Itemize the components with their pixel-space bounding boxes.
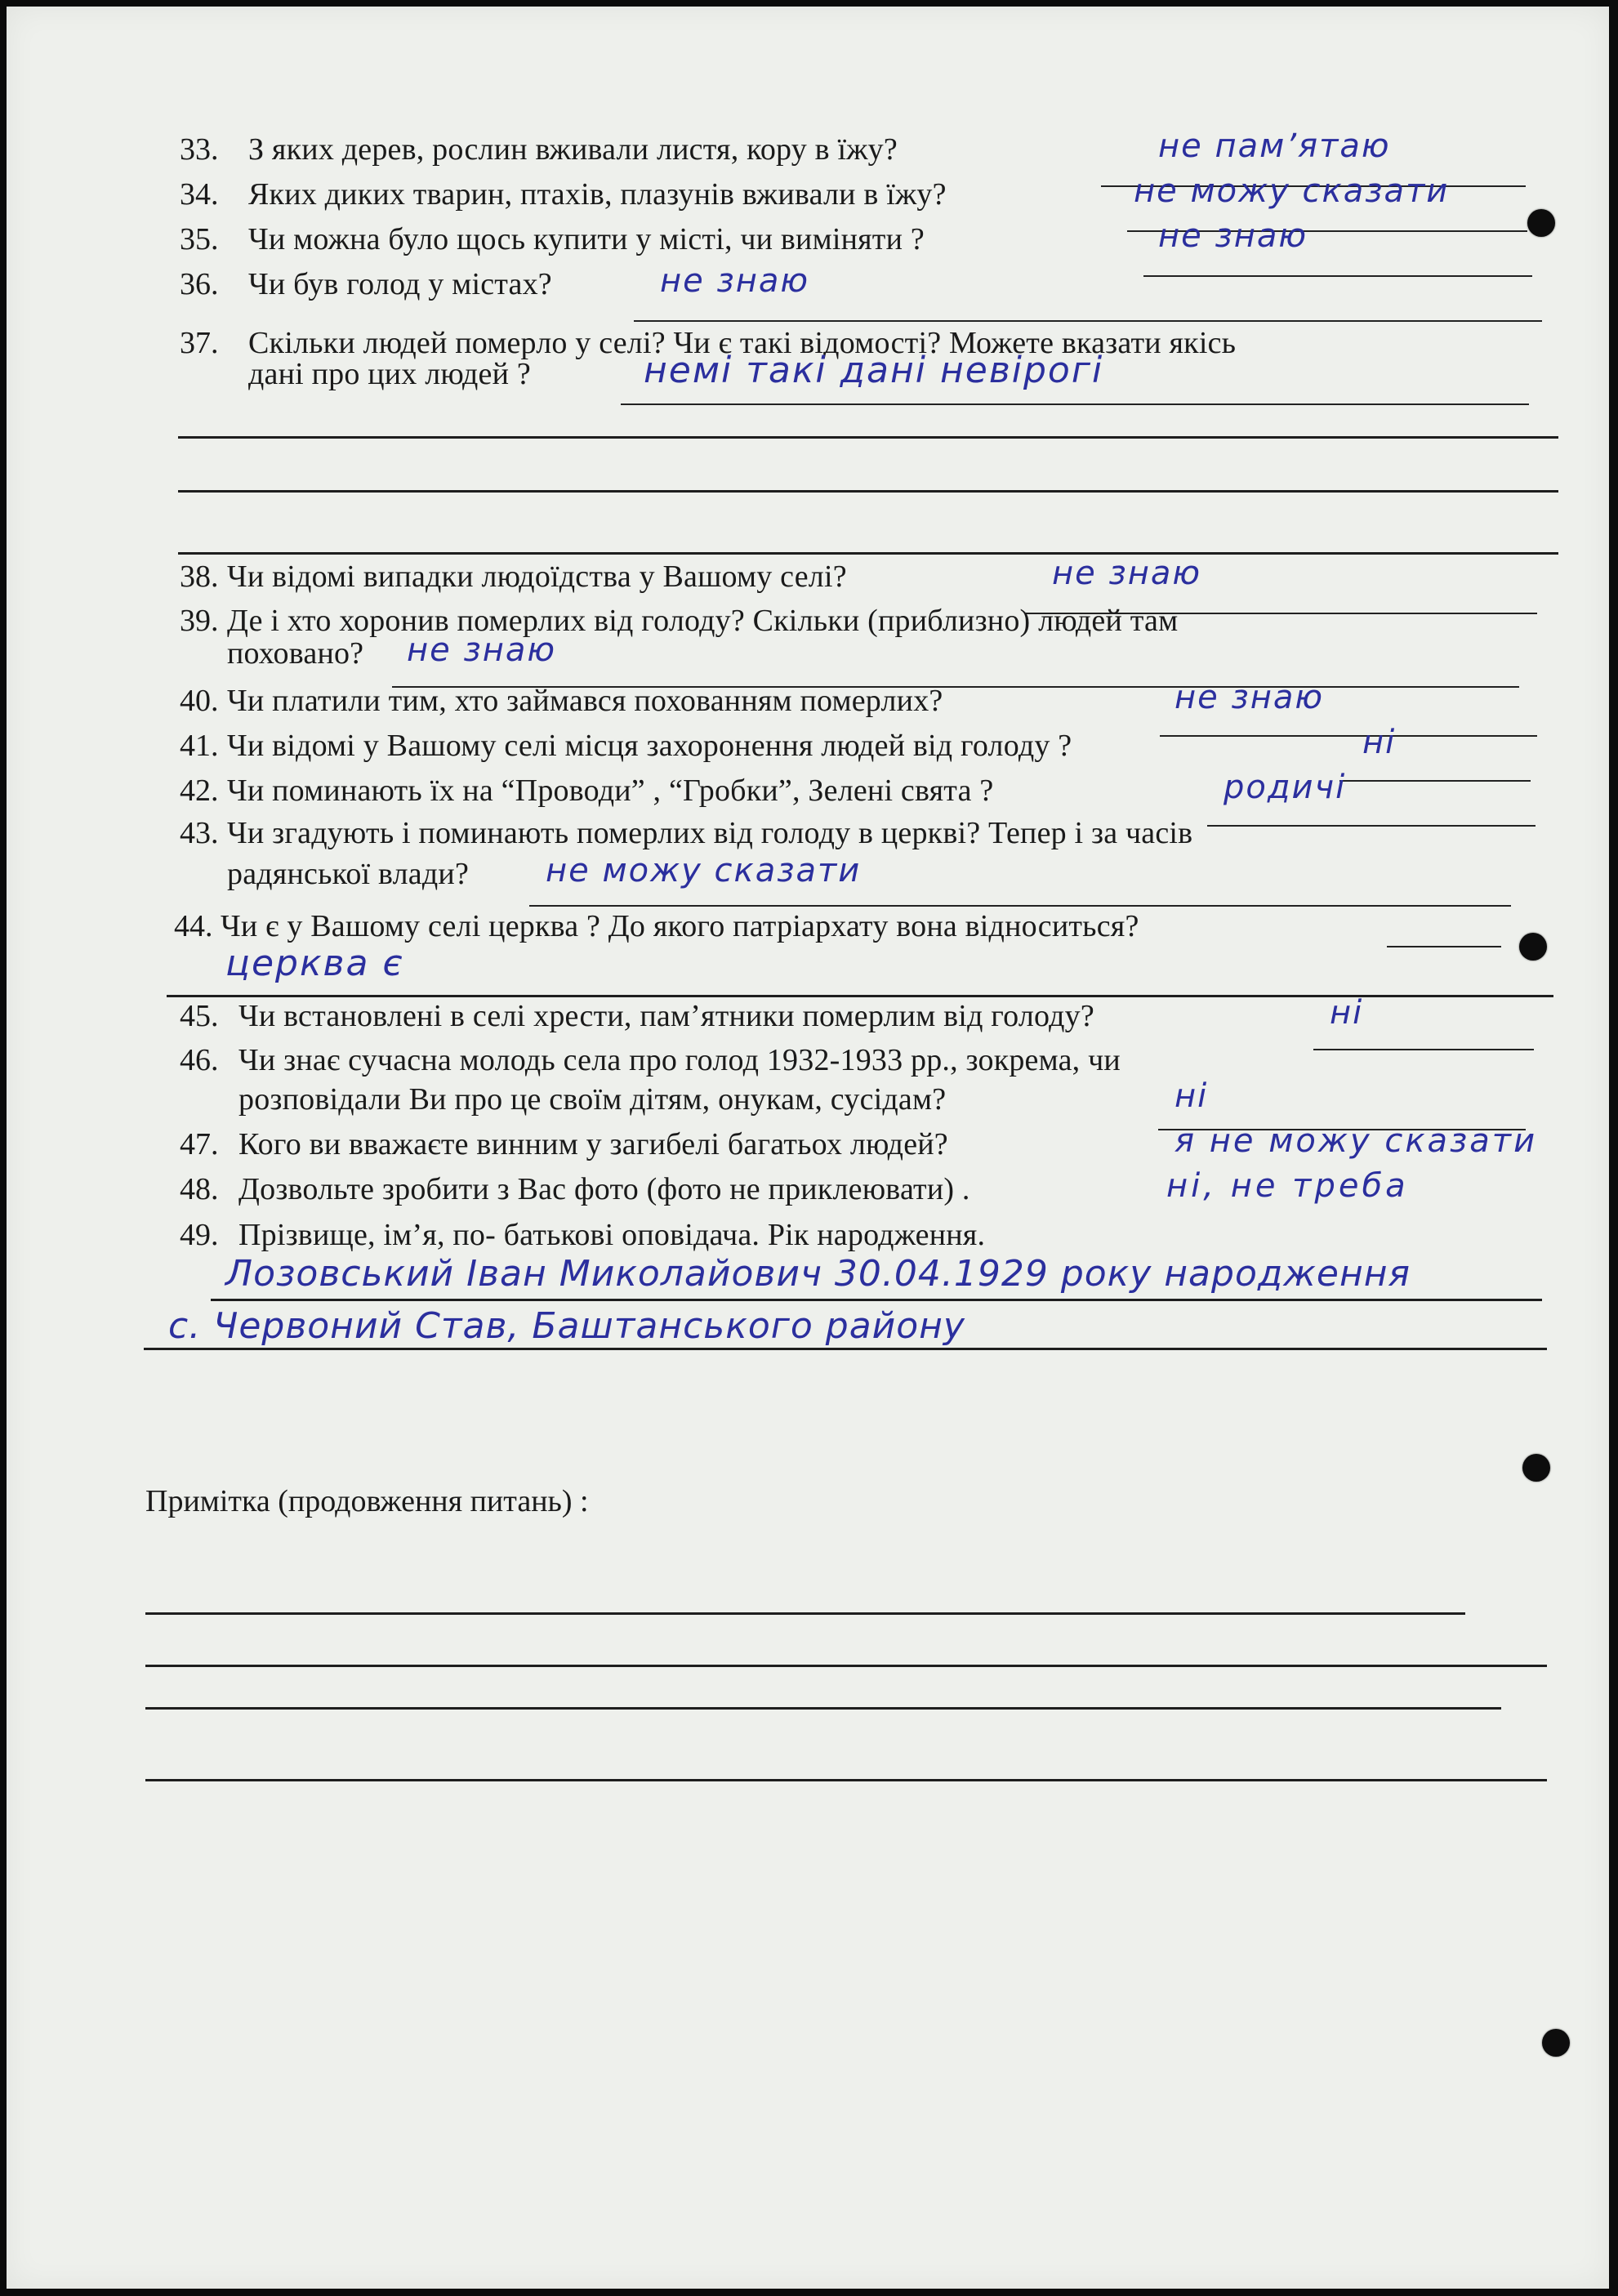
question-text: Чи був голод у містах? bbox=[248, 267, 552, 301]
answer-line bbox=[621, 403, 1529, 405]
handwritten-answer: ні, не треба bbox=[1166, 1167, 1409, 1205]
question-44-answer bbox=[7, 943, 1609, 1000]
narrator-village-handwritten: с. Червоний Став, Баштанського району bbox=[168, 1305, 965, 1347]
question-text: Дозвольте зробити з Вас фото (фото не приклеювати) . bbox=[238, 1172, 970, 1206]
question-text-continued: розповідали Ви про це своїм дітям, онукам, сусідам? bbox=[238, 1082, 947, 1117]
question-text: Чи є у Вашому селі церква ? До якого патріархату вона відноситься? bbox=[221, 909, 1139, 943]
question-text: З яких дерев, рослин вживали листя, кору в їжу? bbox=[248, 132, 898, 167]
punch-hole bbox=[1527, 209, 1555, 237]
question-text: Де і хто хоронив померлих від голоду? Скільки (приблизно) людей там bbox=[227, 604, 1179, 638]
question-number: 49. bbox=[180, 1218, 219, 1252]
question-45 bbox=[7, 994, 1609, 1049]
narrator-name-handwritten: Лозовський Іван Миколайович 30.04.1929 року народження bbox=[225, 1253, 1411, 1295]
punch-hole bbox=[1522, 1454, 1550, 1482]
question-number: 41. bbox=[180, 729, 219, 763]
question-number: 43. bbox=[180, 816, 219, 850]
question-43-continued bbox=[7, 852, 1609, 907]
answer-line bbox=[634, 320, 1542, 322]
handwritten-answer: не пам’ятаю bbox=[1158, 127, 1391, 165]
question-text: Прізвище, ім’я, по- батькові оповідача. Рік народження. bbox=[238, 1218, 986, 1252]
question-text-continued: поховано? bbox=[227, 636, 364, 671]
question-text: Чи знає сучасна молодь села про голод 1932-1933 рр., зокрема, чи bbox=[238, 1043, 1121, 1077]
question-36 bbox=[7, 262, 1609, 317]
handwritten-answer: не знаю bbox=[660, 262, 810, 300]
handwritten-answer: ні bbox=[1362, 724, 1397, 761]
handwritten-answer: не можу сказати bbox=[1134, 172, 1450, 210]
question-number: 44. bbox=[174, 909, 213, 943]
question-number: 48. bbox=[180, 1172, 219, 1206]
question-text: Чи платили тим, хто займався похованням померлих? bbox=[227, 684, 943, 718]
question-text-continued: радянської влади? bbox=[227, 857, 470, 891]
handwritten-answer: не знаю bbox=[407, 631, 557, 669]
question-number: 37. bbox=[180, 326, 219, 360]
handwritten-answer: не знаю bbox=[1174, 679, 1325, 716]
question-37-continued bbox=[7, 350, 1609, 407]
question-number: 39. bbox=[180, 604, 219, 638]
question-text: Чи можна було щось купити у місті, чи виміняти ? bbox=[248, 222, 925, 256]
answer-line bbox=[1387, 946, 1501, 947]
note-line bbox=[145, 1665, 1547, 1667]
blank-line bbox=[178, 552, 1558, 555]
note-line bbox=[145, 1612, 1465, 1615]
question-number: 38. bbox=[180, 560, 219, 594]
question-34 bbox=[7, 172, 1609, 227]
handwritten-answer: церква є bbox=[225, 943, 404, 984]
question-number: 36. bbox=[180, 267, 219, 301]
handwritten-answer: родичі bbox=[1224, 769, 1347, 806]
handwritten-answer: я не можу сказати bbox=[1174, 1122, 1538, 1160]
note-line bbox=[145, 1707, 1501, 1710]
question-number: 40. bbox=[180, 684, 219, 718]
questionnaire-page bbox=[7, 7, 1609, 2289]
question-text: Чи згадують і поминають померлих від голоду в церкві? Тепер і за часів bbox=[227, 816, 1193, 850]
handwritten-answer: не знаю bbox=[1052, 555, 1202, 592]
question-number: 33. bbox=[180, 132, 219, 167]
question-48 bbox=[7, 1167, 1609, 1222]
handwritten-answer: ні bbox=[1330, 994, 1364, 1032]
question-number: 42. bbox=[180, 774, 219, 808]
answer-line bbox=[529, 905, 1511, 907]
handwritten-answer: ні bbox=[1174, 1077, 1209, 1115]
question-39-continued bbox=[7, 631, 1609, 686]
blank-line bbox=[178, 490, 1558, 493]
question-text: Чи відомі випадки людоїдства у Вашому селі? bbox=[227, 560, 847, 594]
handwritten-answer: немі такі дані невірогі bbox=[644, 350, 1104, 391]
question-text: Чи поминають їх на “Проводи” , “Гробки”, Зелені свята ? bbox=[227, 774, 994, 808]
handwritten-answer: не можу сказати bbox=[546, 852, 862, 889]
question-text: Кого ви вважаєте винним у загибелі багатьох людей? bbox=[238, 1127, 948, 1161]
note-label: Примітка (продовження питань) : bbox=[145, 1484, 589, 1518]
answer-line bbox=[144, 1348, 1547, 1350]
answer-line bbox=[211, 1299, 1542, 1301]
question-number: 35. bbox=[180, 222, 219, 256]
question-number: 34. bbox=[180, 177, 219, 212]
question-38 bbox=[7, 555, 1609, 609]
blank-line bbox=[178, 436, 1558, 439]
question-text: Яких диких тварин, птахів, плазунів вживали в їжу? bbox=[248, 177, 947, 212]
note-line bbox=[145, 1779, 1547, 1781]
question-41 bbox=[7, 724, 1609, 778]
punch-hole bbox=[1542, 2029, 1570, 2057]
question-number: 46. bbox=[180, 1043, 219, 1077]
question-text: Чи відомі у Вашому селі місця захоронення людей від голоду ? bbox=[227, 729, 1072, 763]
question-text: Чи встановлені в селі хрести, пам’ятники померлим від голоду? bbox=[238, 999, 1094, 1033]
question-number: 47. bbox=[180, 1127, 219, 1161]
question-text-continued: дані про цих людей ? bbox=[248, 357, 531, 391]
punch-hole bbox=[1519, 933, 1547, 961]
question-number: 45. bbox=[180, 999, 219, 1033]
handwritten-answer: не знаю bbox=[1158, 217, 1308, 255]
question-text: Скільки людей померло у селі? Чи є такі відомості? Можете вказати якісь bbox=[248, 326, 1237, 360]
